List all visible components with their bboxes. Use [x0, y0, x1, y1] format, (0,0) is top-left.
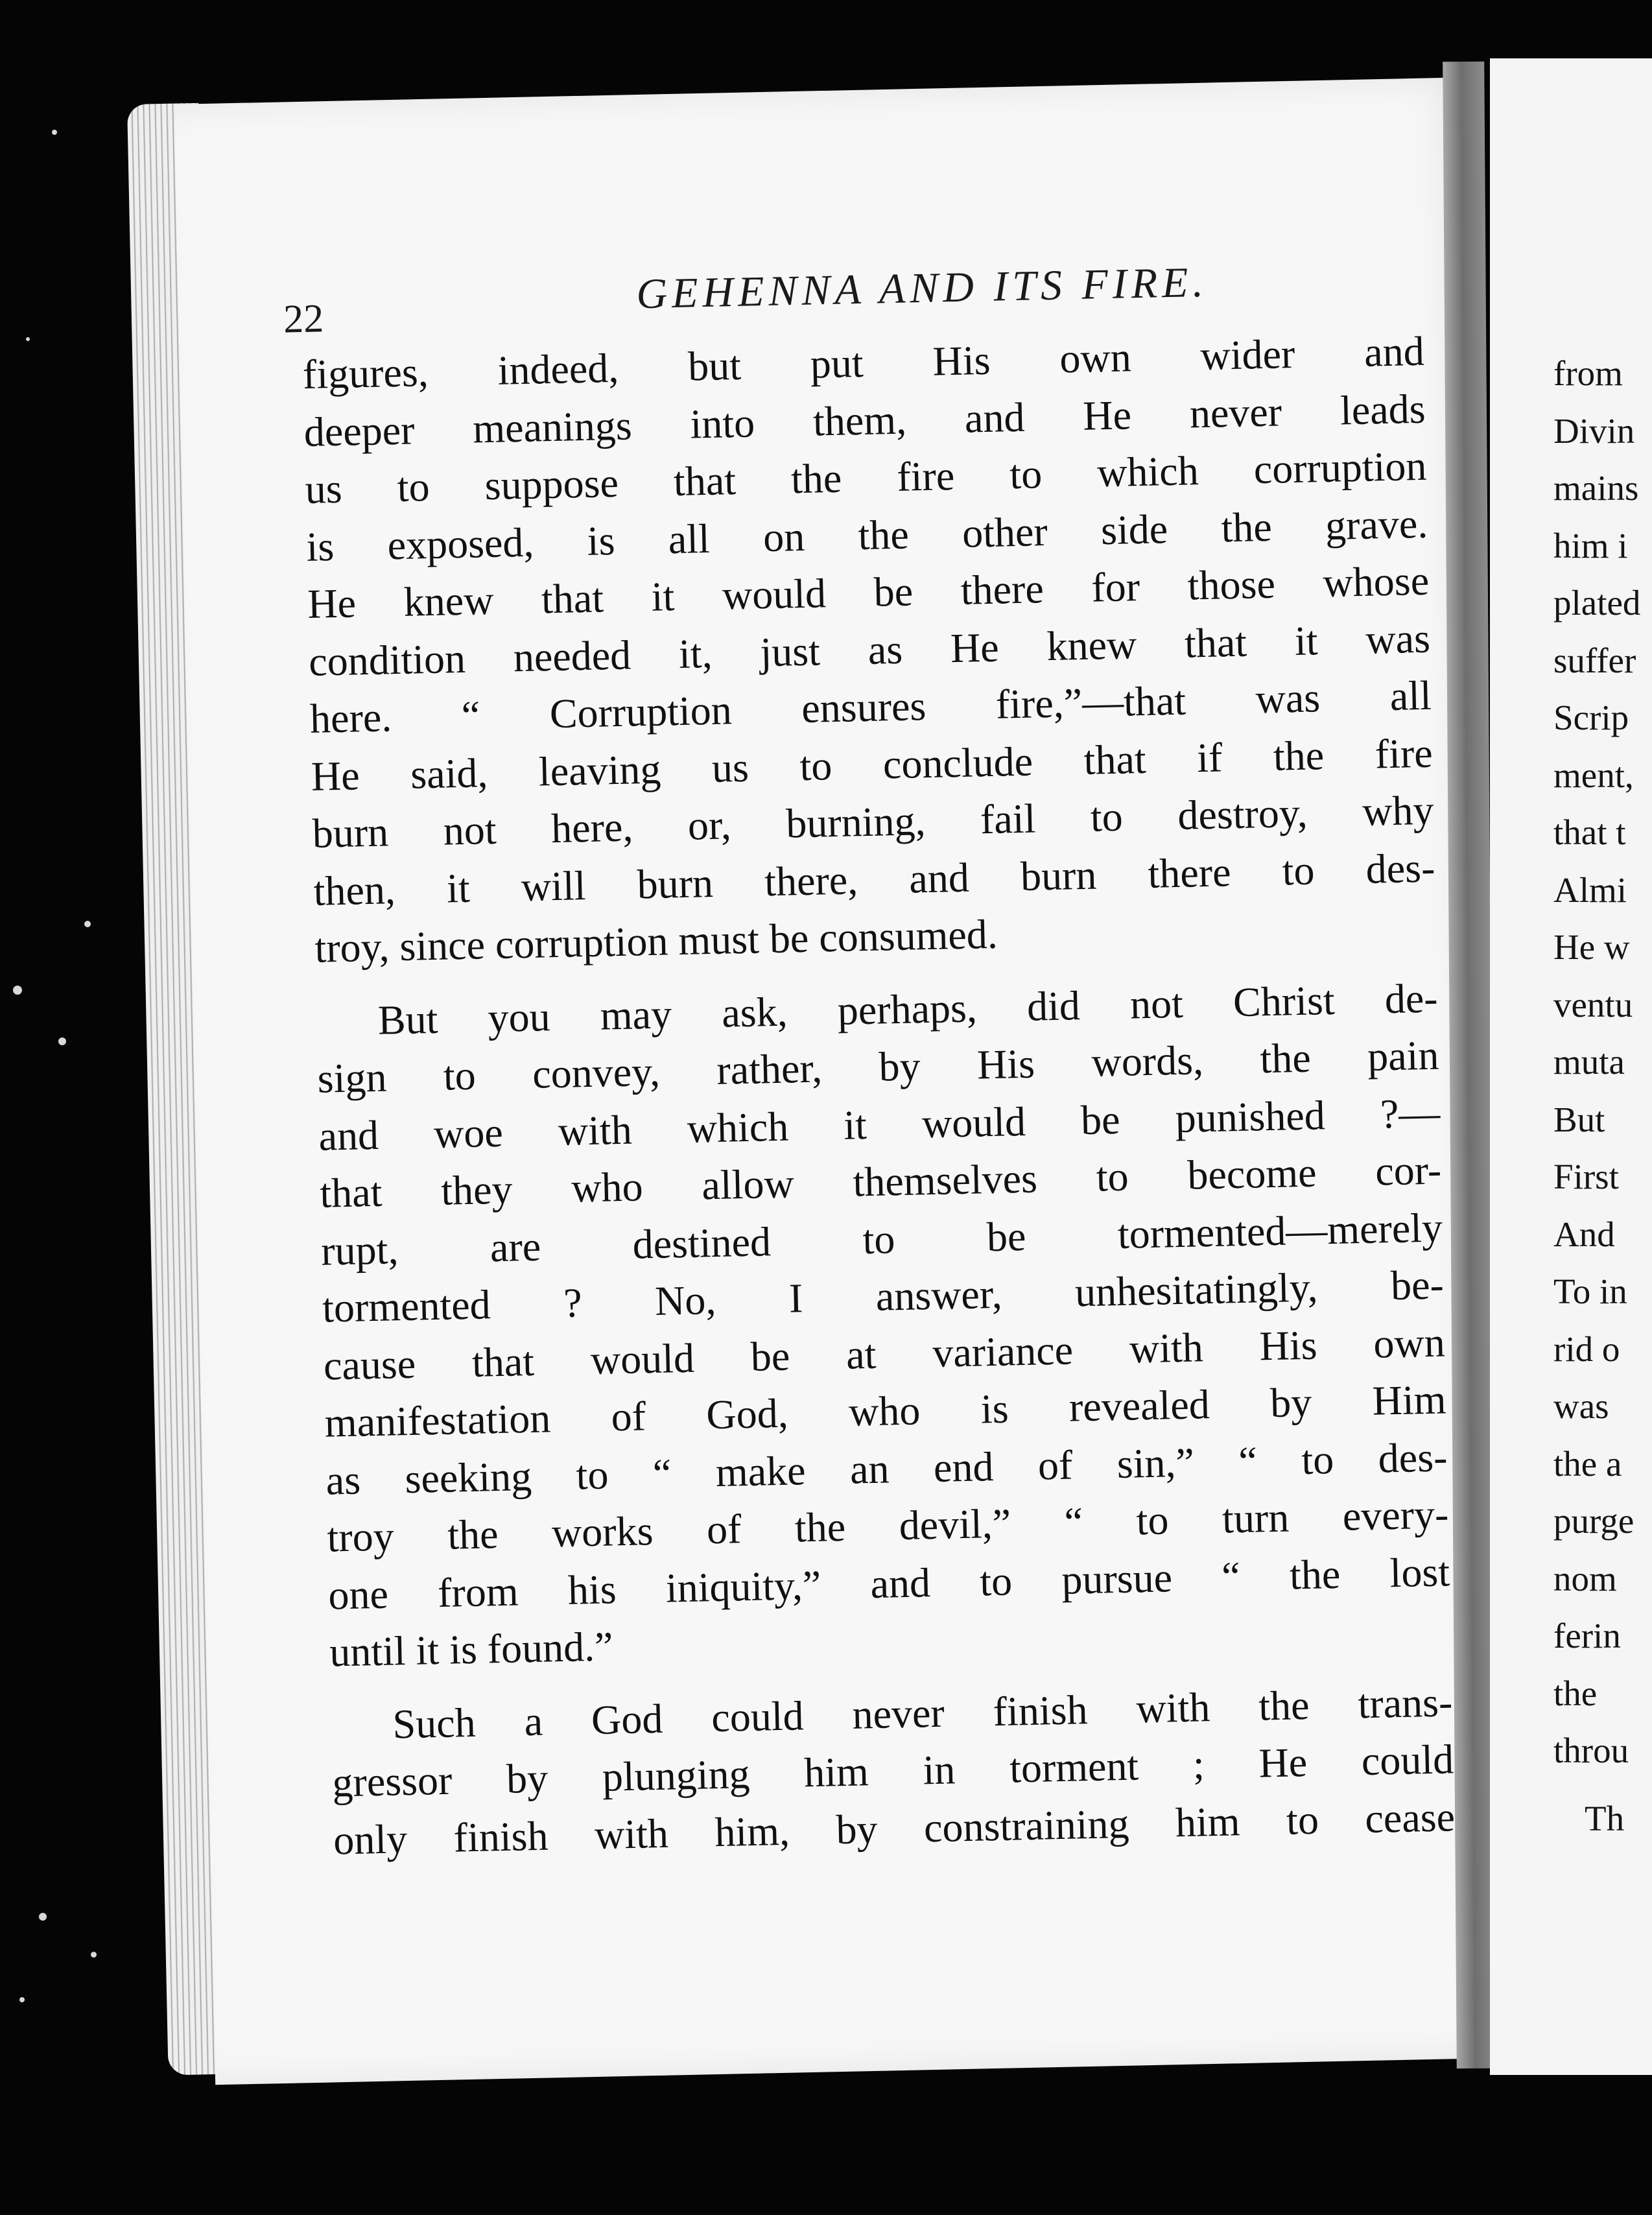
facing-page-line: the a: [1553, 1443, 1622, 1484]
facing-page-line: Almi: [1553, 870, 1627, 910]
facing-page-line: ferin: [1553, 1616, 1621, 1655]
facing-page-line: the: [1553, 1673, 1598, 1713]
page-number: 22: [283, 296, 324, 342]
facing-page-line: mains: [1553, 468, 1639, 508]
facing-page-line: purge: [1553, 1501, 1634, 1541]
facing-page-line: Scrip: [1553, 698, 1629, 737]
text-line: He said, leaving us to conclude that if the fire: [311, 729, 1434, 800]
text-line: gressor by plunging him in torment ; He could: [331, 1736, 1454, 1806]
text-line: one from his iniquity,” and to pursue “ the lost: [327, 1548, 1450, 1618]
facing-page-line: ment,: [1553, 755, 1634, 795]
facing-page-line: throu: [1553, 1731, 1629, 1770]
text-line: rupt, are destined to be tormented—merely: [320, 1203, 1443, 1274]
text-line: us to suppose that the fire to which corruption: [304, 442, 1428, 512]
facing-page-line: Th: [1585, 1798, 1625, 1838]
facing-page-line: nom: [1553, 1558, 1617, 1598]
text-line: manifestation of God, who is revealed by Him: [324, 1376, 1447, 1446]
text-line: troy the works of the devil,” “ to turn every-: [326, 1491, 1449, 1561]
text-line: condition needed it, just as He knew that it was: [308, 615, 1431, 685]
facing-page-line: He w: [1553, 927, 1630, 967]
facing-page-line: that t: [1553, 812, 1626, 852]
text-line: But you may ask, perhaps, did not Christ de-: [377, 975, 1439, 1043]
text-line: until it is found.”: [329, 1623, 614, 1676]
text-line: deeper meanings into them, and He never leads: [303, 385, 1426, 455]
facing-page-line: First: [1553, 1157, 1619, 1196]
running-head: [0, 0, 1652, 342]
text-line: He knew that it would be there for those whose: [307, 557, 1430, 627]
text-line: troy, since corruption must be consumed.: [314, 910, 998, 971]
body-text: [302, 323, 1456, 1869]
paragraph-2: [316, 969, 1452, 1681]
facing-page-line: muta: [1553, 1042, 1625, 1082]
text-line: cause that would be at variance with His own: [323, 1318, 1446, 1389]
text-line: Such a God could never finish with the trans-: [392, 1678, 1453, 1747]
facing-page-line: And: [1553, 1214, 1615, 1254]
facing-page-line: plated: [1553, 583, 1641, 622]
text-line: sign to convey, rather, by His words, the pain: [316, 1032, 1440, 1102]
page-title: GEHENNA AND ITS FIRE.: [635, 258, 1209, 318]
facing-page-line: him i: [1553, 525, 1628, 565]
facing-page-line: rid o: [1553, 1329, 1620, 1369]
text-line: as seeking to “ make an end of sin,” “ to des-: [325, 1433, 1448, 1504]
text-line: figures, indeed, but put His own wider and: [302, 327, 1425, 397]
facing-page-line: But: [1553, 1099, 1605, 1139]
text-line: is exposed, is all on the other side the grave.: [305, 500, 1428, 570]
facing-page-line: from: [1553, 353, 1623, 393]
dust-speck: [19, 1997, 25, 2002]
paragraph-3: [331, 1674, 1456, 1869]
text-line: then, it will burn there, and burn there to des-: [313, 844, 1436, 914]
text-line: and woe with which it would be punished ?—: [318, 1089, 1441, 1159]
facing-page-line: Divin: [1553, 410, 1635, 451]
facing-page-line: ventu: [1553, 984, 1633, 1025]
text-line: tormented ? No, I answer, unhesitatingly, be-: [322, 1261, 1445, 1331]
text-line: burn not here, or, burning, fail to destroy, why: [312, 787, 1435, 857]
text-line: here. “ Corruption ensures fire,”—that was all: [309, 672, 1432, 742]
text-line: only finish with him, by constraining him to cease: [333, 1793, 1456, 1863]
facing-page-line: suffer: [1553, 640, 1636, 680]
paragraph-1: [302, 323, 1437, 978]
facing-page-line: To in: [1553, 1272, 1627, 1311]
text-line: that they who allow themselves to become cor-: [319, 1146, 1442, 1216]
facing-page-line: was: [1553, 1386, 1609, 1426]
